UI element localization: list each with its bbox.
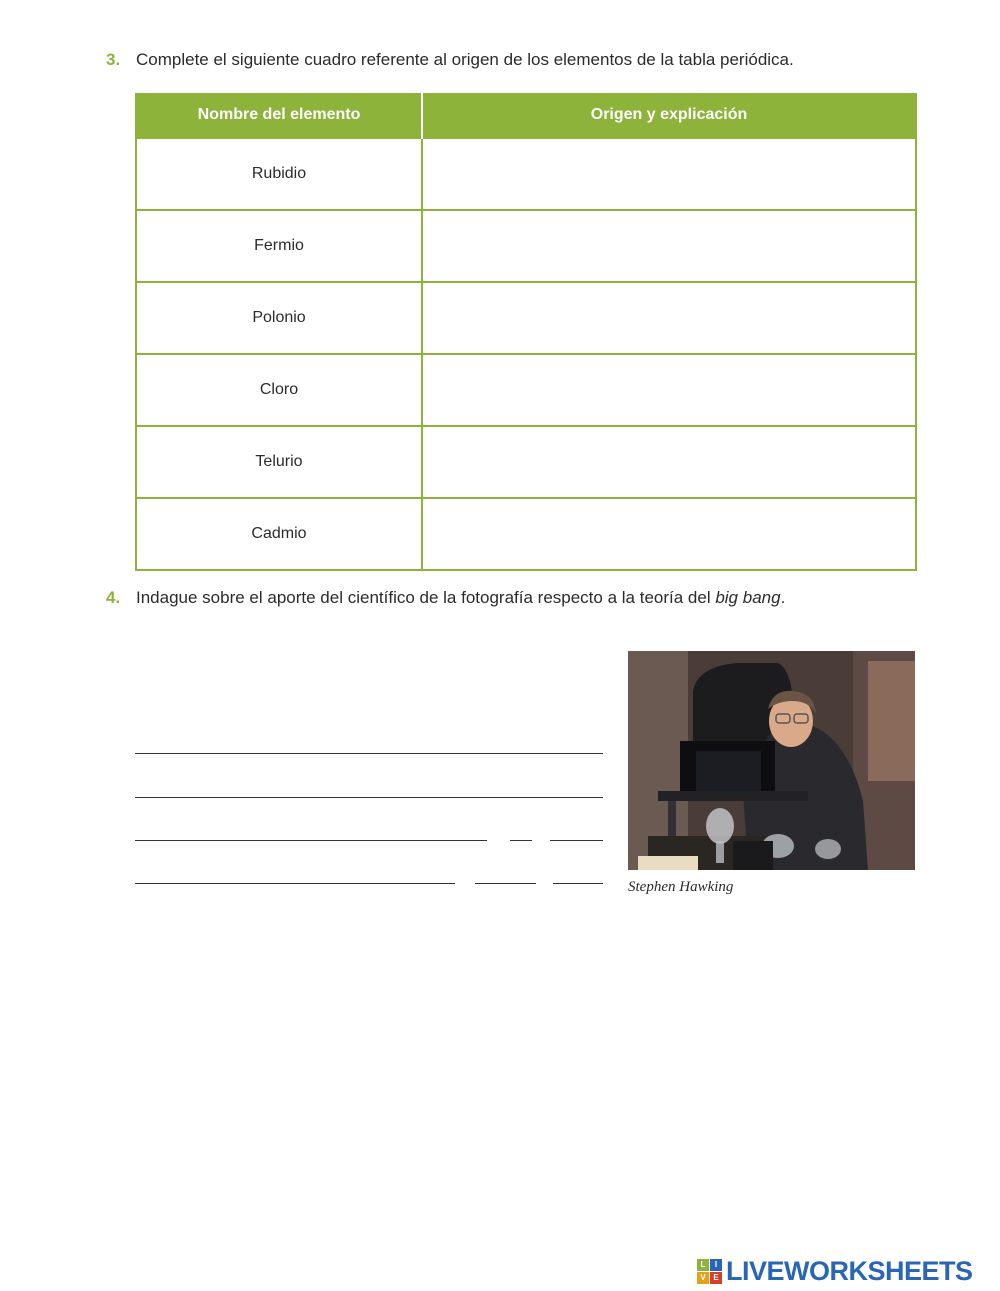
element-name-cell: Cadmio [136, 498, 422, 570]
question-3-text: Complete el siguiente cuadro referente al origen de los elementos de la tabla periódica. [136, 50, 794, 69]
table-header-row [136, 93, 916, 138]
table-row [136, 138, 916, 210]
answer-area[interactable] [423, 356, 915, 424]
question-4-text: Indague sobre el aporte del científico de la fotografía respecto a la teoría del [136, 588, 716, 607]
answer-area[interactable] [423, 428, 915, 496]
logo-mark-letter: E [710, 1272, 722, 1284]
table-row [136, 282, 916, 354]
table-row [136, 498, 916, 570]
question-4-italic: big bang [715, 588, 781, 607]
table-row [136, 354, 916, 426]
question-3-number: 3. [106, 50, 121, 69]
logo-mark-icon [697, 1259, 722, 1284]
question-3 [106, 50, 794, 70]
answer-line[interactable] [550, 840, 603, 841]
answer-cell-cadmio[interactable] [422, 498, 916, 570]
question-4 [106, 588, 785, 608]
element-name-cell: Telurio [136, 426, 422, 498]
answer-line[interactable] [135, 753, 603, 754]
answer-line[interactable] [475, 883, 536, 884]
photo-caption: Stephen Hawking [628, 879, 734, 895]
scientist-photo [628, 651, 915, 870]
logo-mark-letter: V [697, 1272, 709, 1284]
answer-cell-telurio[interactable] [422, 426, 916, 498]
answer-cell-polonio[interactable] [422, 282, 916, 354]
answer-area[interactable] [423, 212, 915, 280]
scientist-photo-illustration [628, 651, 915, 870]
answer-cell-cloro[interactable] [422, 354, 916, 426]
answer-area[interactable] [423, 140, 915, 208]
answer-line[interactable] [553, 883, 603, 884]
question-4-number: 4. [106, 588, 121, 607]
answer-line[interactable] [135, 840, 487, 841]
logo-text: LIVEWORKSHEETS [726, 1255, 973, 1286]
table-row [136, 210, 916, 282]
header-origin-explanation: Origen y explicación [422, 93, 916, 138]
logo-mark-letter: I [710, 1259, 722, 1271]
answer-cell-rubidio[interactable] [422, 138, 916, 210]
question-4-end: . [780, 588, 786, 607]
element-name-cell: Polonio [136, 282, 422, 354]
elements-table [135, 93, 917, 571]
answer-area[interactable] [423, 284, 915, 352]
element-name-cell: Cloro [136, 354, 422, 426]
element-name-cell: Rubidio [136, 138, 422, 210]
answer-line[interactable] [135, 883, 455, 884]
answer-cell-fermio[interactable] [422, 210, 916, 282]
answer-area[interactable] [423, 500, 915, 568]
header-element-name: Nombre del elemento [136, 93, 422, 138]
answer-line[interactable] [135, 797, 603, 798]
element-name-cell: Fermio [136, 210, 422, 282]
table-row [136, 426, 916, 498]
liveworksheets-logo [697, 1256, 973, 1286]
answer-line[interactable] [510, 840, 532, 841]
logo-mark-letter: L [697, 1259, 709, 1271]
